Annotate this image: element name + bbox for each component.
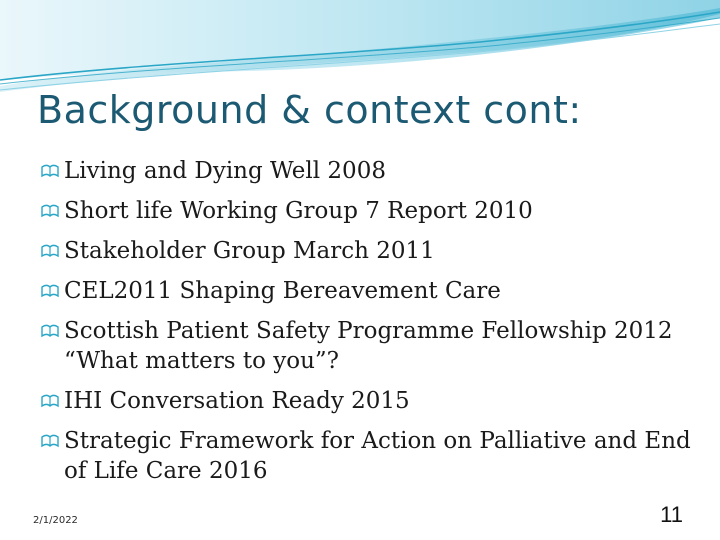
bullet-item [40,276,700,306]
bullet-text: Scottish Patient Safety Programme Fellowship 2012 “What matters to you”? [64,318,673,374]
footer-date: 2/1/2022 [33,515,78,526]
bullet-item [40,426,700,486]
bullet-item [40,236,700,266]
bullet-text: CEL2011 Shaping Bereavement Care [64,278,501,304]
bullet-text: Living and Dying Well 2008 [64,158,386,184]
bullet-item [40,316,700,376]
book-icon [41,316,61,346]
book-icon [41,276,61,306]
bullet-text: Strategic Framework for Action on Palliative and End of Life Care 2016 [64,428,691,484]
bullet-text: Stakeholder Group March 2011 [64,238,435,264]
bullet-item [40,156,700,186]
slide-number: 11 [660,502,683,527]
bullet-list [40,156,700,496]
book-icon [41,386,61,416]
bullet-text: IHI Conversation Ready 2015 [64,388,410,414]
book-icon [41,156,61,186]
slide-title: Background & context cont: [37,88,582,132]
bullet-item [40,196,700,226]
book-icon [41,426,61,456]
bullet-text: Short life Working Group 7 Report 2010 [64,198,533,224]
bullet-item [40,386,700,416]
book-icon [41,196,61,226]
book-icon [41,236,61,266]
